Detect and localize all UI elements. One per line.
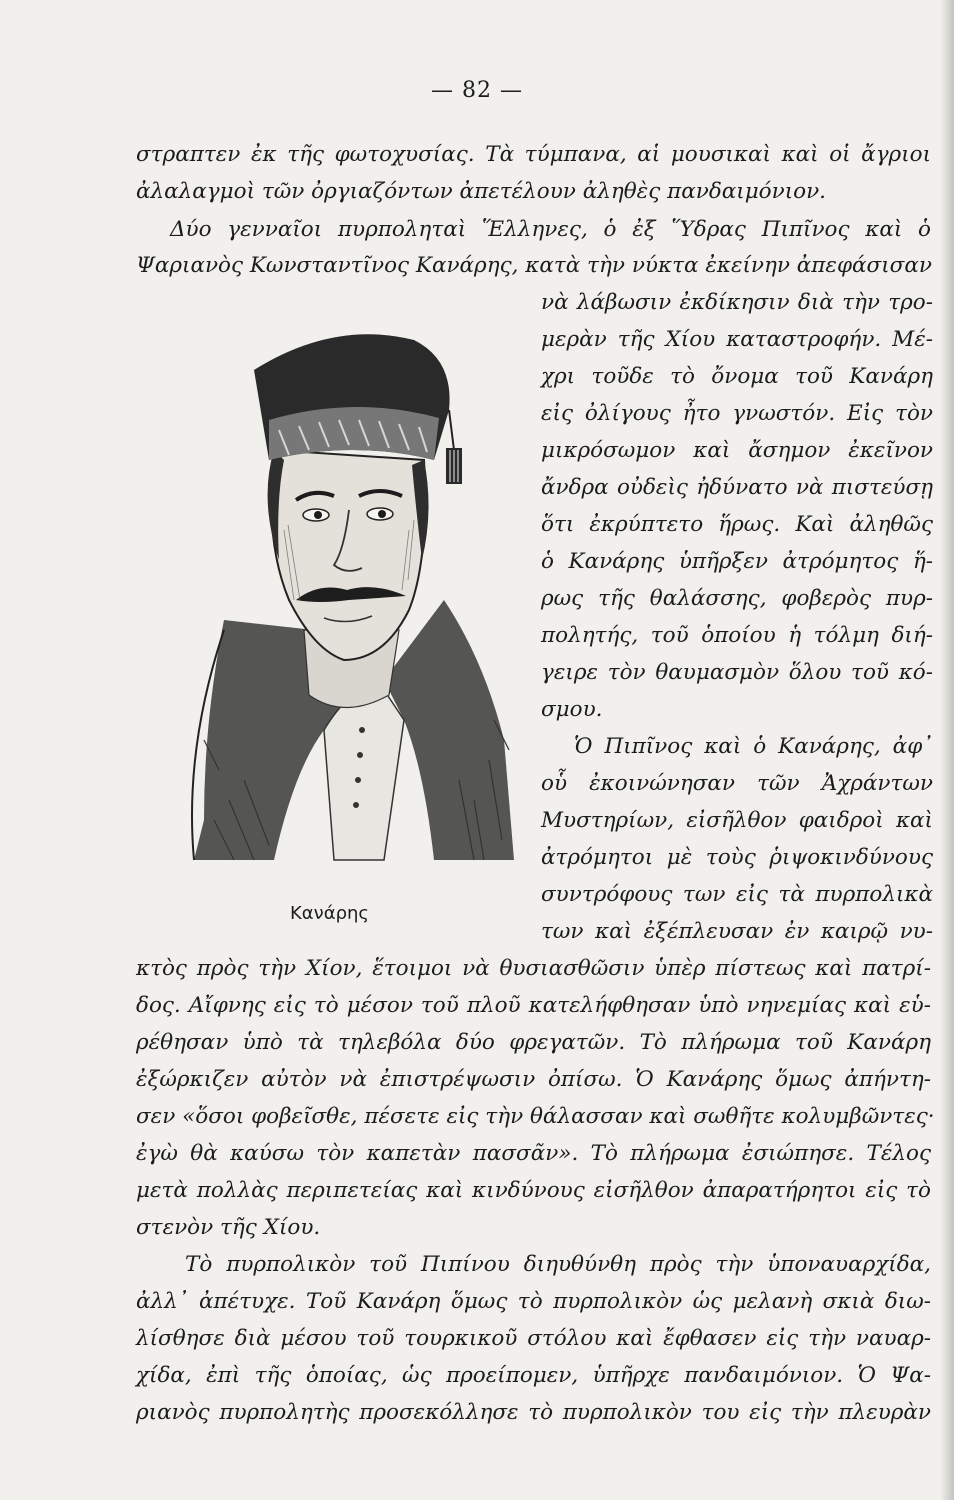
text-line: σμου. bbox=[541, 697, 603, 722]
paragraph-start-line: Ὁ Πιπῖνος καὶ ὁ Κανάρης, ἀφ᾿ bbox=[574, 734, 933, 759]
text-line: οὗ ἐκοινώνησαν τῶν Ἀχράντων bbox=[541, 771, 933, 796]
text-line: ἀλλ᾿ ἀπέτυχε. Τοῦ Κανάρη ὅμως τὸ πυρπολικὸν ὡς μελανὴ σκιὰ διω- bbox=[136, 1289, 931, 1314]
text-line: των καὶ ἐξέπλευσαν ἐν καιρῷ νυ- bbox=[541, 919, 933, 944]
page-number: — 82 — bbox=[431, 78, 523, 103]
text-line: σεν «ὅσοι φοβεῖσθε, πέσετε εἰς τὴν θάλασσαν καὶ σωθῆτε κολυμβῶντες· bbox=[136, 1104, 935, 1129]
text-line: ὅτι ἐκρύπτετο ἥρως. Καὶ ἀληθῶς bbox=[541, 512, 933, 537]
text-line: κτὸς πρὸς τὴν Χίον, ἕτοιμοι νὰ θυσιασθῶσιν ὑπὲρ πίστεως καὶ πατρί- bbox=[136, 956, 931, 981]
portrait-caption: Κανάρης bbox=[290, 903, 369, 924]
text-line: χρι τοῦδε τὸ ὄνομα τοῦ Κανάρη bbox=[541, 364, 933, 389]
page-edge-shadow bbox=[940, 0, 954, 1500]
text-line: λίσθησε διὰ μέσου τοῦ τουρκικοῦ στόλου καὶ ἔφθασεν εἰς τὴν ναυαρ- bbox=[136, 1326, 931, 1351]
text-line: μικρόσωμον καὶ ἄσημον ἐκεῖνον bbox=[541, 438, 933, 463]
text-line: ἐξώρκιζεν αὐτὸν νὰ ἐπιστρέψωσιν ὀπίσω. Ὁ Κανάρης ὅμως ἀπήντη- bbox=[136, 1067, 931, 1092]
text-line: ριανὸς πυρπολητὴς προσεκόλλησε τὸ πυρπολικὸν του εἰς τὴν πλευρὰν bbox=[136, 1400, 931, 1425]
text-line: ρέθησαν ὑπὸ τὰ τηλεβόλα δύο φρεγατῶν. Τὸ πλήρωμα τοῦ Κανάρη bbox=[136, 1030, 931, 1055]
text-line: ρως τῆς θαλάσσης, φοβερὸς πυρ- bbox=[541, 586, 933, 611]
text-line: στενὸν τῆς Χίου. bbox=[136, 1215, 321, 1240]
text-line: γειρε τὸν θαυμασμὸν ὅλου τοῦ κό- bbox=[541, 660, 933, 685]
text-line: Ψαριανὸς Κωνσταντῖνος Κανάρης, κατὰ τὴν νύκτα ἐκείνην ἀπεφάσισαν bbox=[136, 253, 932, 278]
text-line: ἀλαλαγμοὶ τῶν ὀργιαζόντων ἀπετέλουν ἀληθὲς πανδαιμόνιον. bbox=[136, 179, 826, 204]
text-line: μερὰν τῆς Χίου καταστροφήν. Μέ- bbox=[541, 327, 933, 352]
text-line: ἀτρόμητοι μὲ τοὺς ῥιψοκινδύνους bbox=[541, 845, 933, 870]
text-line: ἐγὼ θὰ καύσω τὸν καπετὰν πασσᾶν». Τὸ πλήρωμα ἐσιώπησε. Τέλος bbox=[136, 1141, 931, 1166]
text-line: Μυστηρίων, εἰσῆλθον φαιδροὶ καὶ bbox=[541, 808, 933, 833]
text-line: ἄνδρα οὐδεὶς ἠδύνατο νὰ πιστεύσῃ bbox=[541, 475, 933, 500]
text-line: συντρόφους των εἰς τὰ πυρπολικὰ bbox=[541, 882, 933, 907]
paragraph-start-line: Τὸ πυρπολικὸν τοῦ Πιπίνου διηυθύνθη πρὸς τὴν ὑποναυαρχίδα, bbox=[185, 1252, 931, 1277]
portrait-engraving bbox=[184, 300, 530, 900]
text-line: χίδα, ἐπὶ τῆς ὁποίας, ὡς προείπομεν, ὑπῆρχε πανδαιμόνιον. Ὁ Ψα- bbox=[136, 1363, 931, 1388]
paragraph-start-line: Δύο γενναῖοι πυρποληταὶ Ἕλληνες, ὁ ἐξ Ὕδρας Πιπῖνος καὶ ὁ bbox=[170, 217, 931, 242]
text-line: δος. Αἴφνης εἰς τὸ μέσον τοῦ πλοῦ κατελήφθησαν ὑπὸ νηνεμίας καὶ εὑ- bbox=[136, 993, 931, 1018]
text-line: νὰ λάβωσιν ἐκδίκησιν διὰ τὴν τρο- bbox=[541, 290, 933, 315]
text-line: εἰς ὀλίγους ἦτο γνωστόν. Εἰς τὸν bbox=[541, 401, 933, 426]
text-line: πολητής, τοῦ ὁποίου ἡ τόλμη διή- bbox=[541, 623, 933, 648]
text-line: στραπτεν ἐκ τῆς φωτοχυσίας. Τὰ τύμπανα, αἱ μουσικαὶ καὶ οἱ ἄγριοι bbox=[136, 142, 931, 167]
text-line: ὁ Κανάρης ὑπῆρξεν ἀτρόμητος ἥ- bbox=[541, 549, 933, 574]
text-line: μετὰ πολλὰς περιπετείας καὶ κινδύνους εἰσῆλθον ἀπαρατήρητοι εἰς τὸ bbox=[136, 1178, 931, 1203]
